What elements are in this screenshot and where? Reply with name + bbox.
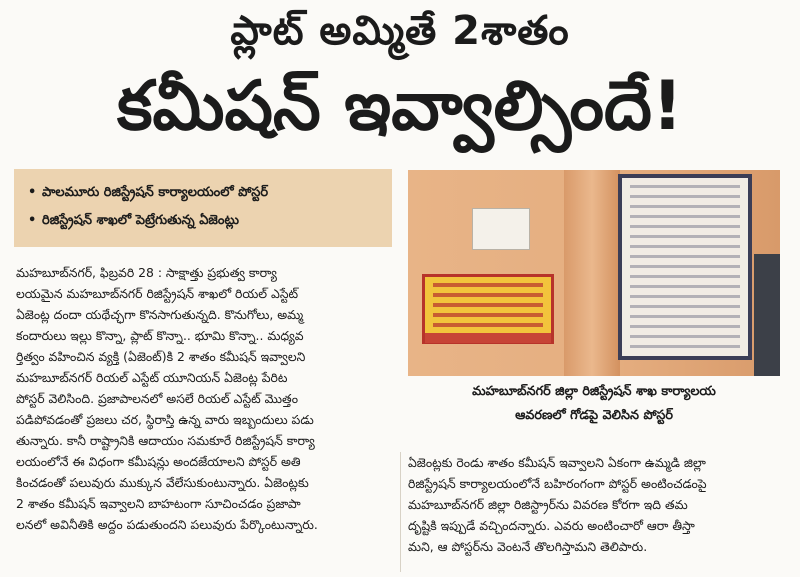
article-line: తున్నారు. కానీ రాష్ట్రానికి ఆదాయం సమకూరే రిజిస్ట్రేషన్ కార్యా [16, 433, 315, 448]
article-line: మహబూబ్‌నగర్ రియల్ ఎస్టేట్ యూనియన్ ఏజెంట్ల పేరిట [16, 370, 288, 385]
subhead-text: రిజిస్ట్రేషన్ శాఖలో పెట్రేగుతున్న ఏజెంట్లు [42, 213, 240, 228]
article-line: మహబూబ్‌నగర్, ఫిబ్రవరి 28 : సాక్షాత్తు ప్రభుత్వ కార్యా [16, 265, 277, 280]
subhead-text: పాలమూరు రిజిస్ట్రేషన్ కార్యాలయంలో పోస్టర్ [42, 185, 269, 200]
article-line: పడిపోవడంతో ప్రజలు చర, స్థిరాస్తి ఉన్న వారు ఇబ్బందులు పడు [16, 412, 314, 427]
article-line: ఏజెంట్లకు రెండు శాతం కమీషన్ ఇవ్వాలని ఏకంగా ఉమ్మడి జిల్లా [408, 455, 706, 470]
photo-caption [408, 380, 780, 428]
article-line: కందారులు ఇల్లు కొన్నా, ప్లాట్ కొన్నా.. భూమి కొన్నా.. మధ్యవ [16, 328, 304, 343]
article-line: దృష్టికి ఇప్పుడే వచ్చిందన్నారు. ఎవరు అంటించారో ఆరా తీస్తా [408, 518, 695, 533]
photo-commission-poster [422, 274, 554, 344]
photo-pillar [564, 170, 620, 376]
photo-person [754, 254, 780, 376]
caption-line: ఆవరణలో గోడపై వెలిసిన పోస్టర్ [515, 408, 673, 423]
photo-notice-sheet [472, 208, 530, 250]
subhead-box [14, 169, 392, 247]
subhead-item [28, 207, 378, 235]
article-line: 2 శాతం కమీషన్ ఇవ్వాలని బాహటంగా సూచించడం ప్రజాపా [16, 496, 301, 511]
article-left-column [16, 262, 394, 535]
article-line: మహబూబ్‌నగర్ జిల్లా రిజిస్ట్రార్‌ను వివరణ కోరగా ఇది తమ [408, 497, 688, 512]
article-line: లయంలోనే ఈ విధంగా కమీషన్లు అందజేయాలని పోస్టర్ అతి [16, 454, 301, 469]
headline-line-2: కమీషన్ ఇవ్వాల్సిందే! [117, 67, 683, 146]
article-line: రిజిస్ట్రేషన్ కార్యాలయంలోనే బహిరంగంగా పోస్టర్ అంటించడంపై [408, 476, 707, 491]
article-line: పోస్టర్ వెలిసింది. ప్రజాపాలనలో అసలే రియల్ ఎస్టేట్ మొత్తం [16, 391, 298, 406]
bullet-icon: • [28, 185, 37, 200]
caption-line: మహబూబ్‌నగర్ జిల్లా రిజిస్ట్రేషన్ శాఖ కార్యాలయ [472, 384, 716, 399]
article-line: ర్తిత్వం వహించిన వ్యక్తి (ఏజెంట్)కి 2 శాతం కమీషన్ ఇవ్వాలని [16, 349, 306, 364]
article-line: లయమైన మహబూబ్‌నగర్ రిజిస్ట్రేషన్ శాఖలో రియల్ ఎస్టేట్ [16, 286, 299, 301]
article-right-column [408, 452, 782, 557]
article-line: ఏజెంట్ల దందా యథేచ్ఛగా కొనసాగుతున్నది. కొనుగోలు, అమ్మ [16, 307, 304, 322]
article-line: కించడంతో పలువురు ముక్కున వేలేసుకుంటున్నారు. ఏజెంట్లకు [16, 475, 309, 490]
column-divider [400, 452, 401, 572]
headline-line-1: ప్లాట్ అమ్మితే 2శాతం [230, 8, 570, 54]
article-line: మని, ఆ పోస్టర్‌ను వెంటనే తొలగిస్తామని తెలిపారు. [408, 539, 648, 554]
article-line: లనలో అవినీతికి అద్దం పడుతుందని పలువురు పేర్కొంటున్నారు. [16, 517, 318, 532]
bullet-icon: • [28, 213, 37, 228]
photo-notice-board [618, 174, 752, 360]
news-photo [408, 170, 780, 376]
subhead-item [28, 179, 378, 207]
